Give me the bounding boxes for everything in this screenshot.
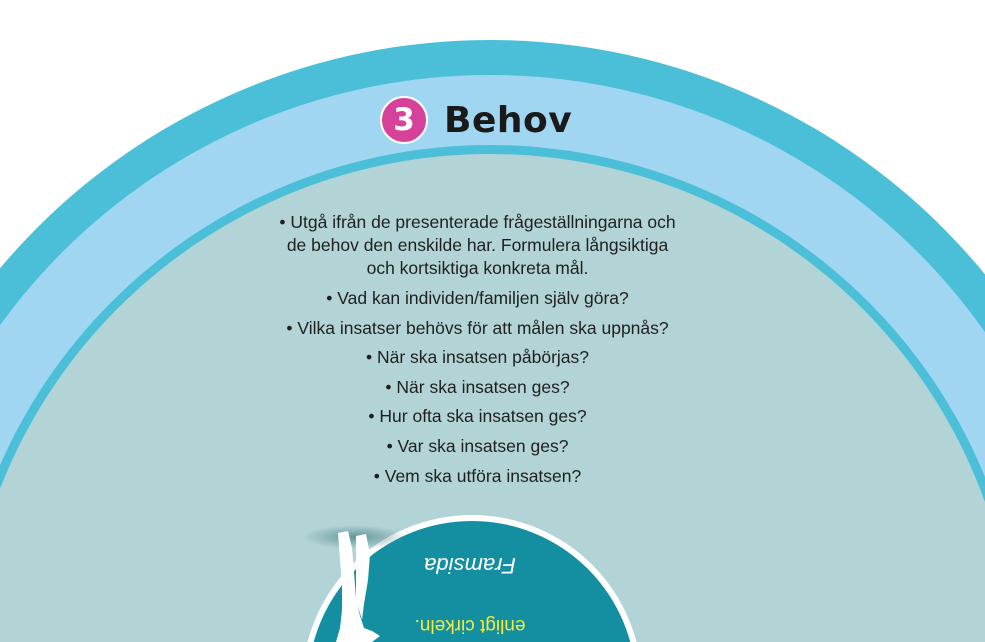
question-item: • När ska insatsen ges? — [385, 376, 570, 397]
question-item: • Vad kan individen/familjen själv göra? — [326, 288, 629, 308]
section-heading — [380, 92, 572, 148]
intro-line: • Utgå ifrån de presenterade frågeställningarna och — [279, 212, 676, 232]
guidance-list — [230, 211, 725, 494]
figure-shadow — [303, 525, 407, 549]
question-item: • Vem ska utföra insatsen? — [373, 465, 582, 486]
question-item: • Hur ofta ska insatsen ges? — [368, 406, 587, 427]
intro-line: de behov den enskilde har. Formulera långsiktiga — [286, 235, 669, 255]
section-title: Behov — [444, 99, 573, 141]
question-item: • Var ska insatsen ges? — [386, 435, 569, 456]
question-item: • När ska insatsen påbörjas? — [365, 347, 590, 368]
step-number-badge: 3 — [380, 96, 428, 144]
inner-circle-caption: enligt cirkeln. — [414, 615, 526, 636]
intro-line: och kortsiktiga konkreta mål. — [366, 258, 589, 278]
inner-circle-label: Framsida — [424, 553, 516, 578]
intro-item — [230, 211, 725, 280]
question-item: • Vilka insatser behövs för att målen ska uppnås? — [286, 317, 669, 338]
